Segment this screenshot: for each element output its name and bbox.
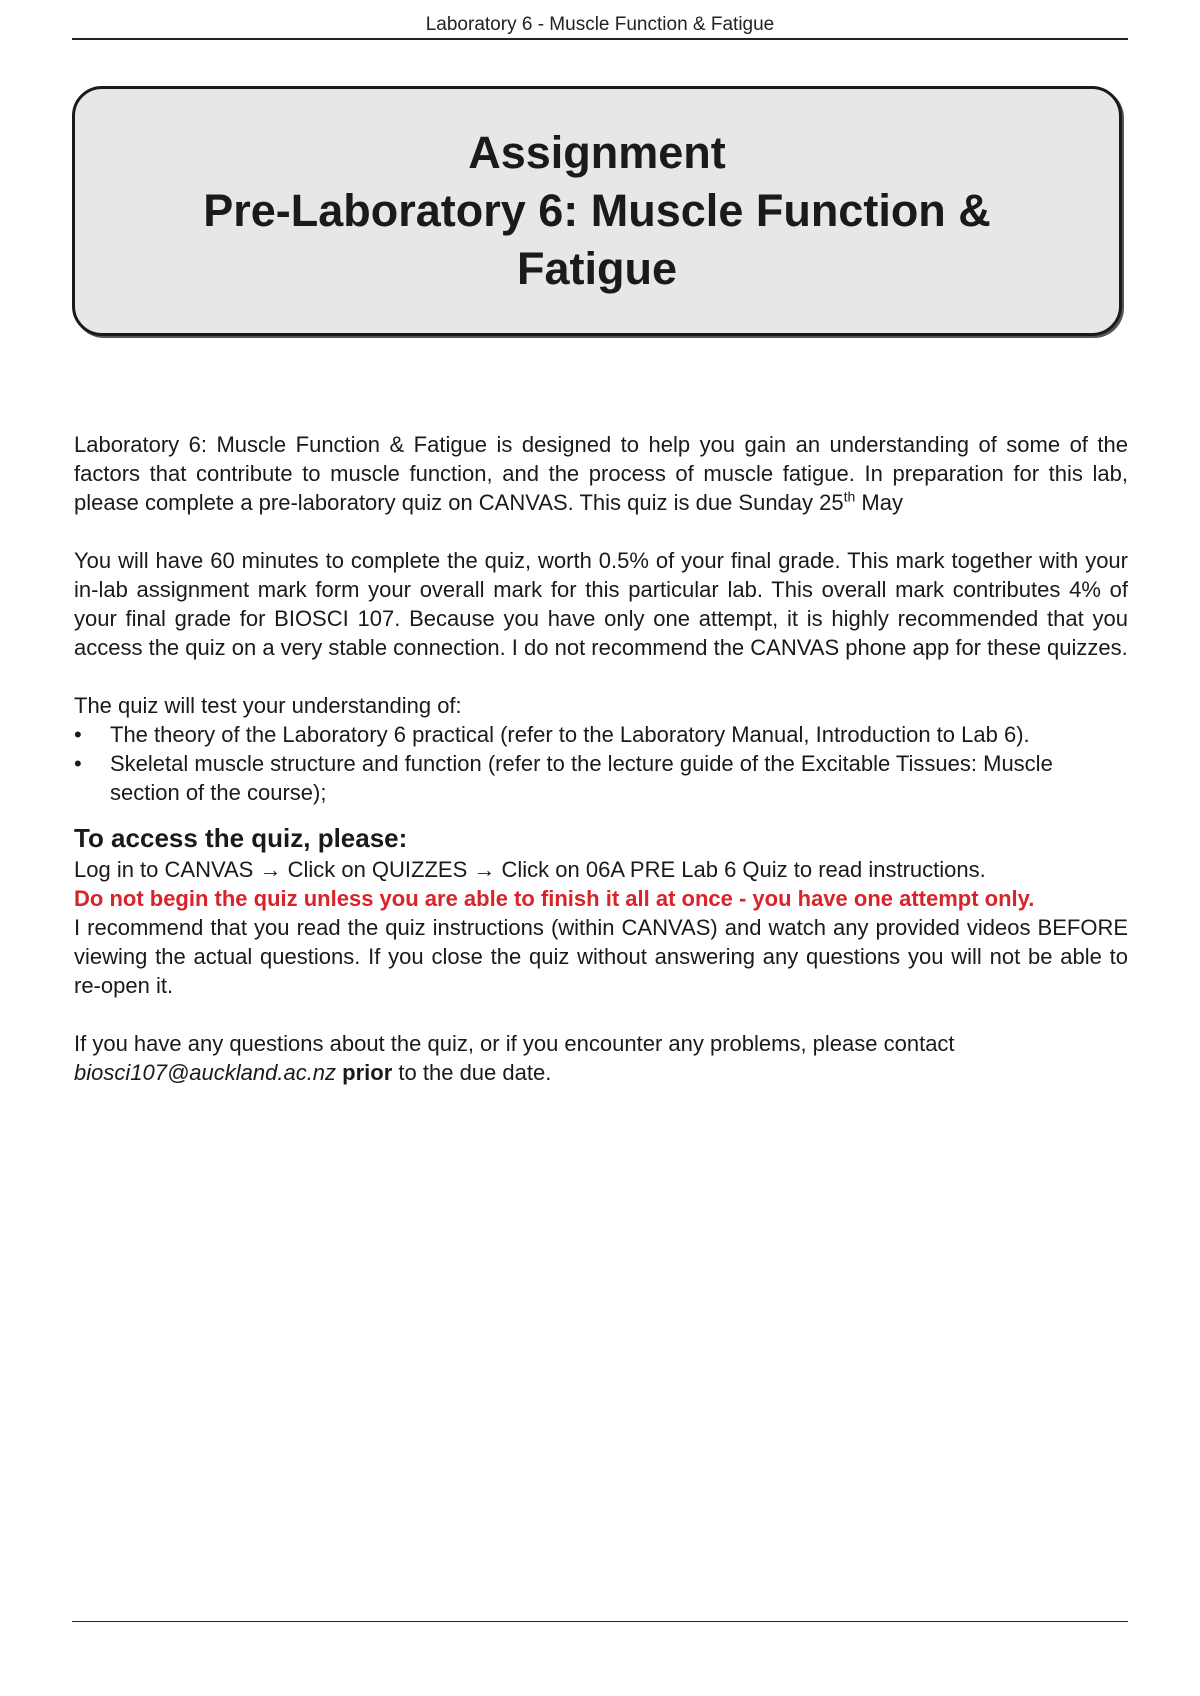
assignment-title-box — [72, 86, 1122, 336]
bullet-icon: • — [74, 751, 82, 776]
grading-paragraph: You will have 60 minutes to complete the quiz, worth 0.5% of your final grade. This mark together with your in-lab assignment mark form your overall mark for this particular lab. This overall mark contributes 4% of your final grade for BIOSCI 107. Because you have only one attempt, it is highly recommended that you access the quiz on a very stable connection. I do not recommend the CANVAS phone app for these quizzes. — [74, 548, 1128, 660]
title-line-assignment: Assignment — [468, 127, 726, 178]
list-item-text: The theory of the Laboratory 6 practical (refer to the Laboratory Manual, Introduction to Lab 6). — [110, 722, 1030, 747]
title-line-prelab: Pre-Laboratory 6: Muscle Function & — [203, 185, 991, 236]
contact-text: If you have any questions about the quiz, or if you encounter any problems, please contact — [74, 1031, 955, 1056]
contact-paragraph — [74, 1029, 1128, 1087]
intro-paragraph — [74, 430, 1128, 517]
access-heading: To access the quiz, please: — [74, 823, 408, 853]
bullet-icon: • — [74, 722, 82, 747]
title-line-fatigue: Fatigue — [516, 243, 677, 294]
running-header: Laboratory 6 - Muscle Function & Fatigue — [425, 14, 775, 35]
intro-text: Laboratory 6: Muscle Function & Fatigue is designed to help you gain an understanding of some of the factors that contribute to muscle function, and the process of muscle fatigue. In preparation for this lab, please complete a pre-laboratory quiz on CANVAS. This quiz is due Sunday 25 — [74, 432, 1128, 515]
paragraph-gap — [74, 662, 1128, 691]
paragraph-gap — [74, 1000, 1128, 1029]
intro-text-end: May — [855, 490, 903, 515]
footer-rule — [72, 1621, 1128, 1622]
contact-text-end: to the due date. — [392, 1060, 552, 1085]
list-item-text: Skeletal muscle structure and function (refer to the lecture guide of the Excitable Tissues: Muscle section of the course); — [110, 751, 1053, 805]
prior-emphasis: prior — [342, 1060, 393, 1085]
recommendation-paragraph: I recommend that you read the quiz instructions (within CANVAS) and watch any provided videos BEFORE viewing the actual questions. If you close the quiz without answering any questions you will not be able to re-open it. — [74, 915, 1128, 998]
list-item — [74, 720, 1128, 749]
list-item — [74, 749, 1128, 807]
topics-lead: The quiz will test your understanding of: — [74, 693, 462, 718]
header-rule — [72, 38, 1128, 40]
one-attempt-warning: Do not begin the quiz unless you are able to finish it all at once - you have one attempt only. — [74, 886, 1035, 911]
contact-email-link[interactable]: biosci107@auckland.ac.nz — [74, 1060, 337, 1085]
topics-list — [74, 720, 1128, 807]
document-body — [74, 430, 1128, 1087]
date-suffix: th — [843, 488, 856, 505]
access-steps: Log in to CANVAS → Click on QUIZZES → Click on 06A PRE Lab 6 Quiz to read instructions. — [74, 857, 986, 882]
paragraph-gap — [74, 517, 1128, 546]
